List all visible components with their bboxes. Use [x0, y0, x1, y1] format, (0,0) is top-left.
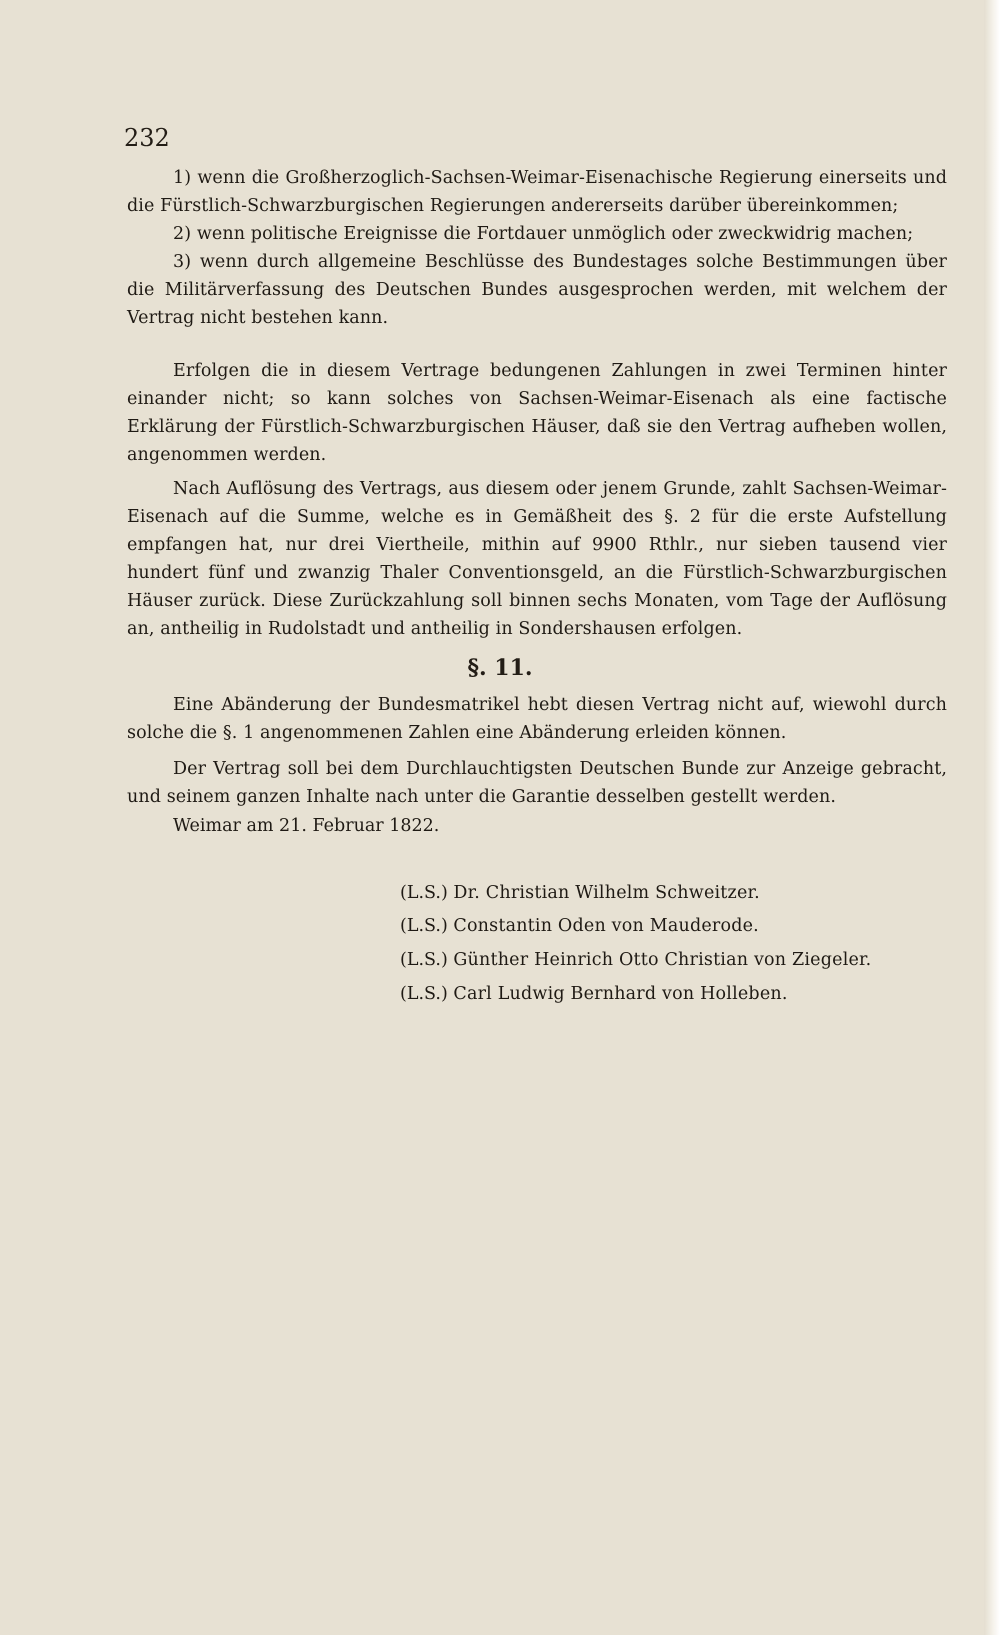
list-item-3-line: 3) wenn durch allgemeine Beschlüsse des Bundestages solche Bestimmungen über die — [127, 252, 947, 300]
list-item-2-line: 2) wenn politische Ereignisse die Fortdauer unmöglich oder zweckwidrig machen; — [173, 224, 914, 244]
signature-line-3 — [400, 950, 871, 970]
signature-line-4 — [400, 984, 788, 1004]
signatory-name: Constantin Oden von Mauderode. — [453, 916, 759, 936]
list-item-1 — [127, 164, 947, 220]
paragraph-matrikel-text: Eine Abänderung der Bundesmatrikel hebt diesen Vertrag nicht auf, wiewohl durch solche die §. 1 angenommenen Zahlen eine Abänderung erleiden können. — [127, 695, 947, 743]
page-edge — [984, 0, 1000, 1635]
list-item-1-line: 1) wenn die Großherzoglich-Sachsen-Weimar-Eisenachische Regierung einerseits und — [173, 168, 947, 188]
conditions-list — [127, 164, 947, 332]
signature-line-1 — [400, 883, 760, 903]
paragraph-matrikel — [127, 691, 947, 747]
signatory-name: Carl Ludwig Bernhard von Holleben. — [453, 984, 788, 1004]
paragraph-guarantee-text: Der Vertrag soll bei dem Durchlauchtigsten Deutschen Bunde zur Anzeige gebracht, und seinem ganzen Inhalte nach unter die Garantie desselben gestellt werden. — [127, 759, 947, 807]
paragraph-payments-text: Erfolgen die in diesem Vertrage bedungenen Zahlungen in zwei Terminen hinter einander nicht; so kann solches von Sachsen-Weimar-Eisenach als eine factische Erklärung der Fürstlich-Schwarzburgischen Häuser, daß sie den Vertrag aufheben wollen, angenommen werden. — [127, 361, 947, 465]
paragraph-guarantee — [127, 755, 947, 811]
seal-label: (L.S.) — [400, 984, 448, 1004]
seal-label: (L.S.) — [400, 916, 448, 936]
list-item-2 — [127, 220, 947, 248]
date-line: Weimar am 21. Februar 1822. — [173, 816, 440, 836]
section-heading: §. 11. — [467, 655, 533, 681]
list-item-3-continuation: Militärverfassung des Deutschen Bundes ausgesprochen werden, mit welchem der Vertrag nicht bestehen kann. — [127, 280, 947, 328]
seal-label: (L.S.) — [400, 883, 448, 903]
seal-label: (L.S.) — [400, 950, 448, 970]
list-item-3 — [127, 248, 947, 332]
signatory-name: Günther Heinrich Otto Christian von Ziegeler. — [453, 950, 872, 970]
paragraph-payments — [127, 357, 947, 469]
signature-line-2 — [400, 916, 759, 936]
paragraph-dissolution-text: Nach Auflösung des Vertrags, aus diesem oder jenem Grunde, zahlt Sachsen-Weimar-Eisenach auf die Summe, welche es in Gemäßheit des §. 2 für die erste Aufstellung empfangen hat, nur drei Viertheile, mithin auf 9900 Rthlr., nur sieben tausend vier hundert fünf und zwanzig Thaler Conventionsgeld, an die Fürstlich-Schwarzburgischen Häuser zurück. Diese Zurückzahlung soll binnen sechs Monaten, vom Tage der Auflösung an, antheilig in Rudolstadt und antheilig in Sondershausen erfolgen. — [127, 479, 947, 639]
signatory-name: Dr. Christian Wilhelm Schweitzer. — [453, 883, 760, 903]
page-number: 232 — [124, 124, 170, 152]
paragraph-dissolution — [127, 475, 947, 643]
list-item-1-continuation: die Fürstlich-Schwarzburgischen Regierungen andererseits darüber übereinkommen; — [127, 196, 899, 216]
